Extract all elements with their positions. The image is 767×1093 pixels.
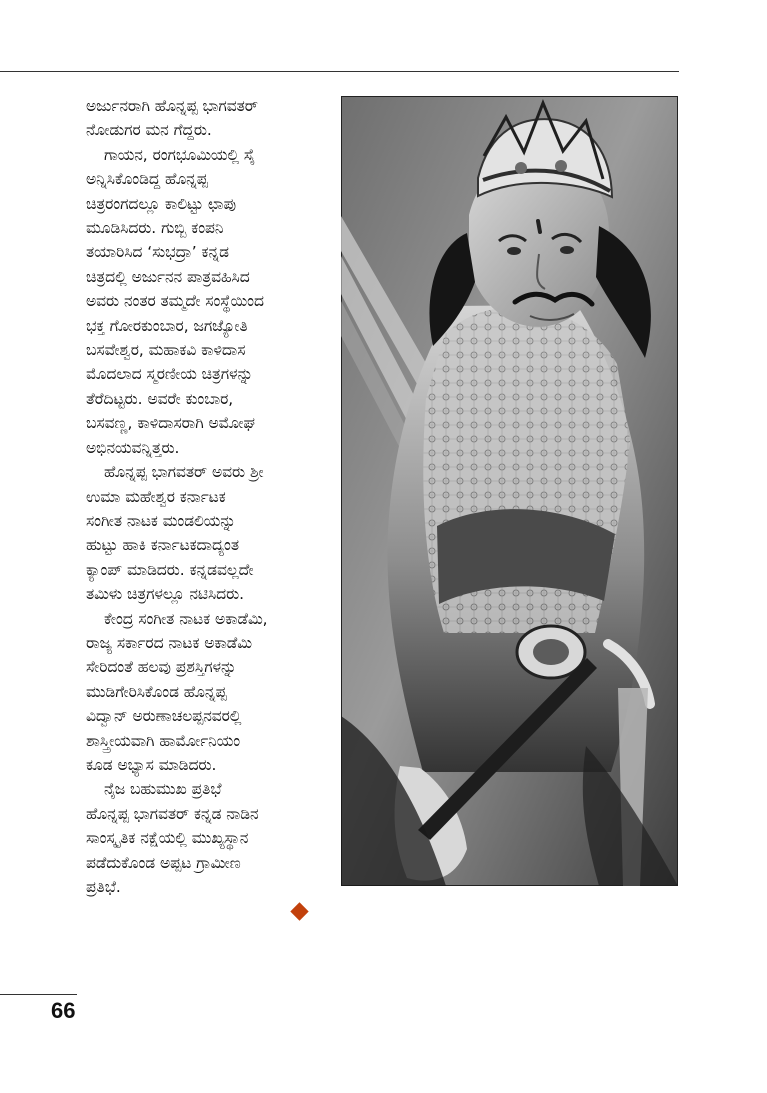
portrait-photo-illustration (341, 96, 678, 886)
article-line: ಮುಡಿಗೇರಿಸಿಕೊಂಡ ಹೊನ್ನಪ್ಪ (86, 682, 227, 701)
left-eye (507, 247, 521, 255)
article-line: ಸಾಂಸ್ಕೃತಿಕ ನಕ್ಷೆಯಲ್ಲಿ ಮುಖ್ಯಸ್ಥಾನ (86, 829, 249, 848)
article-line: ತಯಾರಿಸಿದ ‘ಸುಭದ್ರಾ’ ಕನ್ನಡ (86, 243, 229, 262)
article-line: ತಮಿಳು ಚಿತ್ರಗಳಲ್ಲೂ ನಟಿಸಿದರು. (86, 585, 245, 604)
article-line: ಅಭಿನಯವನ್ನಿತ್ತರು. (86, 438, 180, 457)
footer-rule (0, 994, 77, 995)
article-line: ಮೊದಲಾದ ಸ್ಮರಣೀಯ ಚಿತ್ರಗಳನ್ನು (86, 365, 253, 384)
article-line: ಗಾಯನ, ರಂಗಭೂಮಿಯಲ್ಲಿ ಸೈ (104, 145, 256, 164)
article-line: ಕೂಡ ಅಭ್ಯಾಸ ಮಾಡಿದರು. (86, 755, 217, 774)
diamond-end-mark-icon (290, 902, 308, 920)
article-line: ಕ್ಯಾಂಪ್ ಮಾಡಿದರು. ಕನ್ನಡವಲ್ಲದೇ (86, 560, 254, 579)
article-line: ಉಮಾ ಮಹೇಶ್ವರ ಕರ್ನಾಟಕ (86, 487, 226, 506)
article-line: ಚಿತ್ರದಲ್ಲಿ ಅರ್ಜುನನ ಪಾತ್ರವಹಿಸಿದ (86, 267, 250, 286)
portrait-photo (341, 96, 678, 886)
article-line: ಸೇರಿದಂತೆ ಹಲವು ಪ್ರಶಸ್ತಿಗಳನ್ನು (86, 658, 237, 677)
article-line: ವಿದ್ವಾನ್ ಅರುಣಾಚಲಪ್ಪನವರಲ್ಲಿ (86, 707, 242, 726)
article-line: ಶಾಸ್ತ್ರೀಯವಾಗಿ ಹಾರ್ಮೋನಿಯಂ (86, 731, 241, 750)
article-line: ಹುಟ್ಟು ಹಾಕಿ ಕರ್ನಾಟಕದಾದ್ಯಂತ (86, 536, 239, 555)
article-line: ಅವರು ನಂತರ ತಮ್ಮದೇ ಸಂಸ್ಥೆಯಿಂದ (86, 292, 264, 311)
article-line: ನೋಡುಗರ ಮನ ಗೆದ್ದರು. (86, 121, 212, 140)
article-line: ಬಸವಣ್ಣ, ಕಾಳಿದಾಸರಾಗಿ ಅಮೋಘ (86, 414, 255, 433)
article-line: ಸಂಗೀತ ನಾಟಕ ಮಂಡಲಿಯನ್ನು (86, 511, 236, 530)
article-line: ಬಸವೇಶ್ವರ, ಮಹಾಕವಿ ಕಾಳಿದಾಸ (86, 341, 246, 360)
top-rule (0, 71, 679, 72)
article-line: ಭಕ್ತ ಗೋರಕುಂಬಾರ, ಜಗಜ್ಯೋತಿ (86, 316, 248, 335)
article-line: ಹೊನ್ನಪ್ಪ ಭಾಗವತರ್ ಅವರು ಶ್ರೀ (104, 463, 264, 482)
page-number: 66 (51, 998, 76, 1023)
crown-jewel (555, 160, 567, 172)
article-line: ಪ್ರತಿಭೆ. (86, 878, 121, 896)
waist-ornament-center (533, 639, 569, 665)
crown-jewel (515, 162, 527, 174)
article-line: ಕೇಂದ್ರ ಸಂಗೀತ ನಾಟಕ ಅಕಾಡೆಮಿ, (104, 609, 268, 628)
right-eye (560, 246, 574, 254)
article-line: ಹೊನ್ನಪ್ಪ ಭಾಗವತರ್ ಕನ್ನಡ ನಾಡಿನ (86, 804, 259, 823)
article-line: ಮೂಡಿಸಿದರು. ಗುಬ್ಬಿ ಕಂಪನಿ (86, 219, 224, 238)
article-text-column (86, 94, 332, 899)
article-line: ಅನ್ನಿಸಿಕೊಂಡಿದ್ದ ಹೊನ್ನಪ್ಪ (86, 170, 208, 189)
forehead-mark (538, 221, 540, 232)
article-line: ತೆರೆದಿಟ್ಟರು. ಅವರೇ ಕುಂಬಾರ, (86, 389, 234, 408)
article-line: ಚಿತ್ರರಂಗದಲ್ಲೂ ಕಾಲಿಟ್ಟು ಛಾಪು (86, 194, 237, 213)
article-line: ಅರ್ಜುನರಾಗಿ ಹೊನ್ನಪ್ಪ ಭಾಗವತರ್ (86, 97, 258, 115)
article-line: ನೈಜ ಬಹುಮುಖ ಪ್ರತಿಭೆ (104, 780, 222, 799)
article-line: ಪಡೆದುಕೊಂಡ ಅಪ್ಪಟ ಗ್ರಾಮೀಣ (86, 853, 241, 872)
article-line: ರಾಜ್ಯ ಸರ್ಕಾರದ ನಾಟಕ ಅಕಾಡೆಮಿ (86, 633, 252, 652)
